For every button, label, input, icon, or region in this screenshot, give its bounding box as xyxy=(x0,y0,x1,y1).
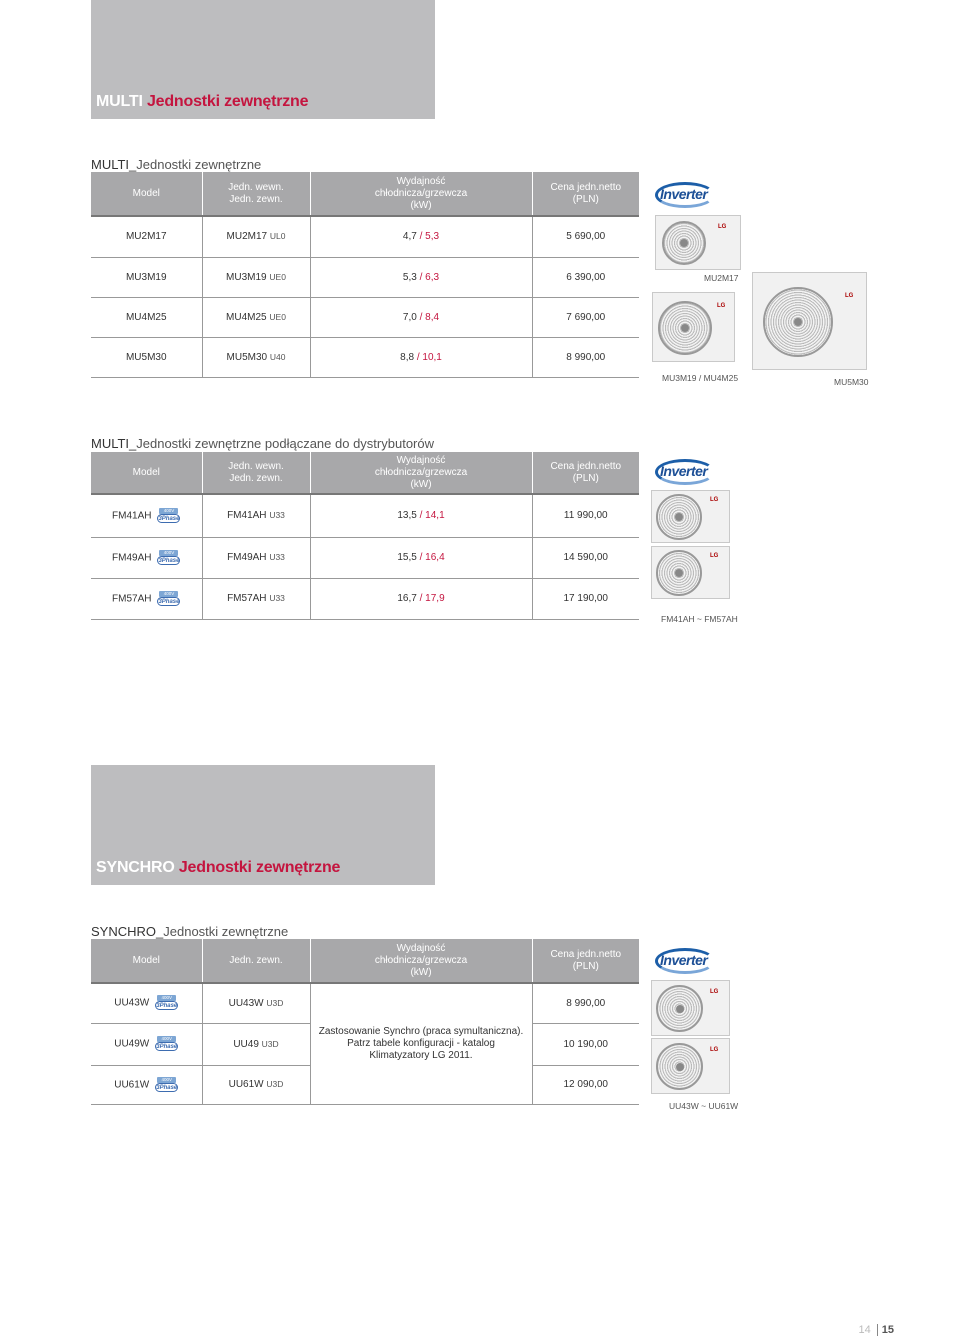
image-caption: MU5M30 xyxy=(834,377,869,387)
row-unit: FM57AH U33 xyxy=(202,578,310,619)
row-unit: MU5M30 U40 xyxy=(202,337,310,377)
row-model: MU5M30 xyxy=(91,337,202,377)
header-unit: Jedn. wewn. Jedn. zewn. xyxy=(202,172,310,216)
row-model: FM57AH 400V 3Phase xyxy=(91,578,202,619)
three-phase-icon: 400V 3Phase xyxy=(156,1076,178,1091)
multi-section-title: MULTI_Jednostki zewnętrzne xyxy=(91,157,262,172)
outdoor-unit-image: LG xyxy=(651,546,730,599)
multi-price-table xyxy=(91,172,639,378)
row-price: 7 690,00 xyxy=(532,297,639,337)
row-capacity: 7,0 / 8,4 xyxy=(310,297,532,337)
row-model: UU43W 400V 3Phase xyxy=(91,983,202,1023)
page-right: 15 xyxy=(877,1324,894,1336)
page-numbers xyxy=(859,1324,895,1336)
row-unit: MU4M25 UE0 xyxy=(202,297,310,337)
header-price: Cena jedn.netto (PLN) xyxy=(532,172,639,216)
three-phase-icon: 400V 3Phase xyxy=(158,549,180,564)
row-price: 8 990,00 xyxy=(532,337,639,377)
header-capacity: Wydajność chłodnicza/grzewcza (kW) xyxy=(310,452,532,494)
row-capacity: 5,3 / 6,3 xyxy=(310,257,532,297)
table-row xyxy=(91,257,639,297)
synchro-banner-title: SYNCHRO Jednostki zewnętrzne xyxy=(96,859,341,876)
three-phase-icon: 400V 3Phase xyxy=(158,507,180,522)
row-model: FM41AH 400V 3Phase xyxy=(91,494,202,537)
row-model: MU3M19 xyxy=(91,257,202,297)
row-unit: MU2M17 UL0 xyxy=(202,216,310,257)
multi-banner-title: MULTI Jednostki zewnętrzne xyxy=(96,93,309,110)
row-price: 11 990,00 xyxy=(532,494,639,537)
header-model: Model xyxy=(91,452,202,494)
image-caption: MU2M17 xyxy=(704,273,739,283)
table-row xyxy=(91,297,639,337)
inverter-logo: Inverter xyxy=(655,457,717,487)
row-model: UU61W 400V 3Phase xyxy=(91,1065,202,1104)
row-unit: UU43W U3D xyxy=(202,983,310,1023)
row-capacity: 13,5 / 14,1 xyxy=(310,494,532,537)
image-caption: UU43W ~ UU61W xyxy=(669,1101,739,1111)
table-row xyxy=(91,337,639,377)
row-model: MU4M25 xyxy=(91,297,202,337)
header-model: Model xyxy=(91,939,202,983)
page-left: 14 xyxy=(858,1324,871,1336)
row-unit: FM41AH U33 xyxy=(202,494,310,537)
outdoor-unit-image: LG xyxy=(652,292,735,362)
row-price: 10 190,00 xyxy=(532,1023,639,1065)
header-price: Cena jedn.netto (PLN) xyxy=(532,939,639,983)
table-row xyxy=(91,578,639,619)
row-price: 17 190,00 xyxy=(532,578,639,619)
header-model: Model xyxy=(91,172,202,216)
header-capacity: Wydajność chłodnicza/grzewcza (kW) xyxy=(310,939,532,983)
row-unit: MU3M19 UE0 xyxy=(202,257,310,297)
three-phase-icon: 400V 3Phase xyxy=(158,590,180,605)
row-price: 6 390,00 xyxy=(532,257,639,297)
row-capacity: 16,7 / 17,9 xyxy=(310,578,532,619)
header-price: Cena jedn.netto (PLN) xyxy=(532,452,639,494)
row-unit: FM49AH U33 xyxy=(202,537,310,578)
outdoor-unit-image: LG xyxy=(752,272,867,370)
row-price: 14 590,00 xyxy=(532,537,639,578)
row-model: MU2M17 xyxy=(91,216,202,257)
row-capacity: 4,7 / 5,3 xyxy=(310,216,532,257)
inverter-logo: Inverter xyxy=(655,180,717,210)
synchro-note: Zastosowanie Synchro (praca symultaniczna). Patrz tabele konfiguracji - katalog Klimatyzatory LG 2011. xyxy=(310,983,532,1104)
row-capacity: 15,5 / 16,4 xyxy=(310,537,532,578)
outdoor-unit-image: LG xyxy=(651,1038,730,1094)
table-row xyxy=(91,983,639,1023)
row-model: UU49W 400V 3Phase xyxy=(91,1023,202,1065)
row-unit: UU49 U3D xyxy=(202,1023,310,1065)
row-capacity: 8,8 / 10,1 xyxy=(310,337,532,377)
distributor-price-table xyxy=(91,452,639,620)
outdoor-unit-image: LG xyxy=(655,215,741,270)
outdoor-unit-image: LG xyxy=(651,490,730,543)
three-phase-icon: 400V 3Phase xyxy=(156,1036,178,1050)
outdoor-unit-image: LG xyxy=(651,980,730,1036)
row-price: 5 690,00 xyxy=(532,216,639,257)
row-unit: UU61W U3D xyxy=(202,1065,310,1104)
distributor-section-title: MULTI_Jednostki zewnętrzne podłączane do dystrybutorów xyxy=(91,436,434,451)
header-capacity: Wydajność chłodnicza/grzewcza (kW) xyxy=(310,172,532,216)
header-unit: Jedn. wewn. Jedn. zewn. xyxy=(202,452,310,494)
header-unit: Jedn. zewn. xyxy=(202,939,310,983)
three-phase-icon: 400V 3Phase xyxy=(156,995,178,1010)
inverter-logo: Inverter xyxy=(655,946,717,976)
synchro-price-table xyxy=(91,939,639,1105)
multi-banner xyxy=(91,0,435,119)
table-row xyxy=(91,216,639,257)
synchro-banner xyxy=(91,765,435,885)
row-price: 8 990,00 xyxy=(532,983,639,1023)
table-row xyxy=(91,494,639,537)
image-caption: MU3M19 / MU4M25 xyxy=(662,373,739,383)
row-price: 12 090,00 xyxy=(532,1065,639,1104)
row-model: FM49AH 400V 3Phase xyxy=(91,537,202,578)
image-caption: FM41AH ~ FM57AH xyxy=(661,614,738,624)
table-row xyxy=(91,537,639,578)
synchro-section-title: SYNCHRO_Jednostki zewnętrzne xyxy=(91,924,289,939)
